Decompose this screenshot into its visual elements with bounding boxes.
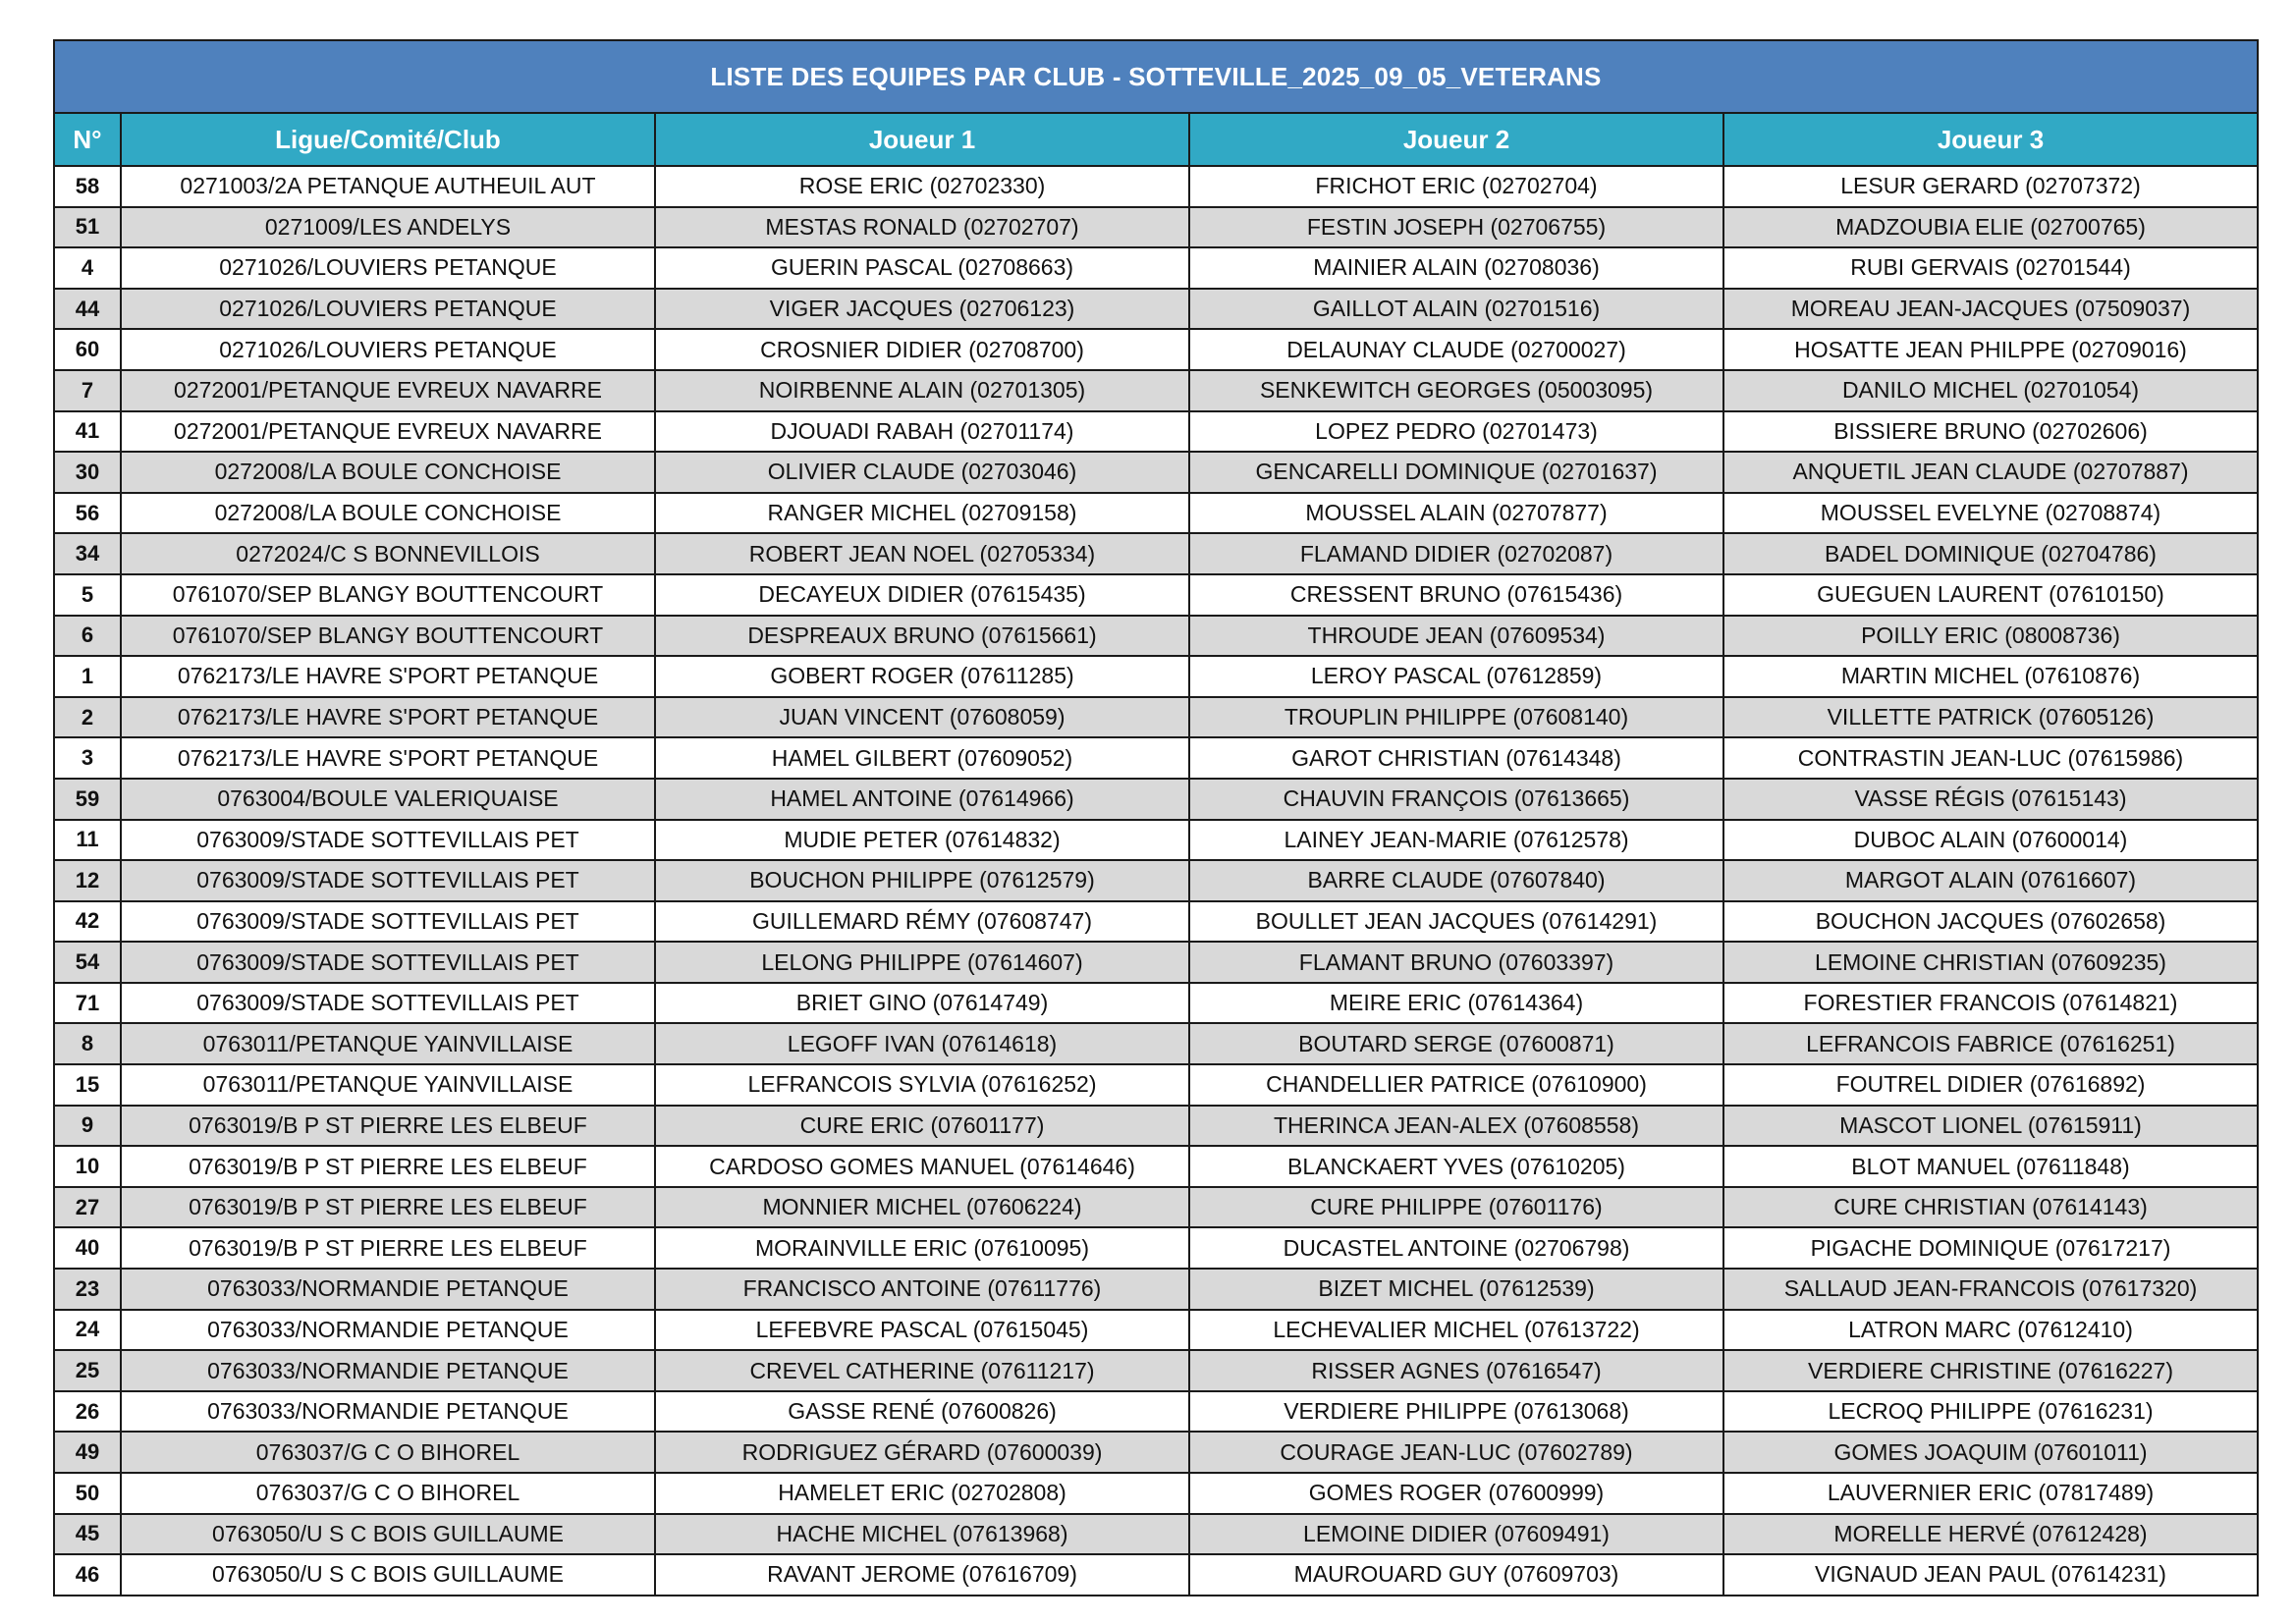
player-1-cell: HACHE MICHEL (07613968): [655, 1514, 1189, 1555]
club-name-cell: 0763033/NORMANDIE PETANQUE: [121, 1310, 655, 1351]
player-2-cell: LEMOINE DIDIER (07609491): [1189, 1514, 1723, 1555]
col-header-player-3: Joueur 3: [1723, 113, 2258, 166]
player-3-cell: BLOT MANUEL (07611848): [1723, 1146, 2258, 1187]
player-3-cell: PIGACHE DOMINIQUE (07617217): [1723, 1227, 2258, 1269]
player-1-cell: OLIVIER CLAUDE (02703046): [655, 452, 1189, 493]
player-3-cell: LESUR GERARD (02707372): [1723, 166, 2258, 207]
player-2-cell: MEIRE ERIC (07614364): [1189, 983, 1723, 1024]
club-name-cell: 0271026/LOUVIERS PETANQUE: [121, 289, 655, 330]
team-number-cell: 8: [54, 1023, 121, 1064]
table-row: [54, 247, 2258, 289]
player-1-cell: GASSE RENÉ (07600826): [655, 1391, 1189, 1433]
club-name-cell: 0761070/SEP BLANGY BOUTTENCOURT: [121, 574, 655, 616]
player-2-cell: MAUROUARD GUY (07609703): [1189, 1554, 1723, 1596]
player-3-cell: LEMOINE CHRISTIAN (07609235): [1723, 942, 2258, 983]
player-1-cell: LELONG PHILIPPE (07614607): [655, 942, 1189, 983]
player-1-cell: ROSE ERIC (02702330): [655, 166, 1189, 207]
club-name-cell: 0763050/U S C BOIS GUILLAUME: [121, 1554, 655, 1596]
table-body: [54, 166, 2258, 1596]
player-3-cell: GOMES JOAQUIM (07601011): [1723, 1432, 2258, 1473]
player-3-cell: BADEL DOMINIQUE (02704786): [1723, 533, 2258, 574]
player-2-cell: THROUDE JEAN (07609534): [1189, 616, 1723, 657]
club-name-cell: 0763033/NORMANDIE PETANQUE: [121, 1269, 655, 1310]
player-3-cell: BOUCHON JACQUES (07602658): [1723, 901, 2258, 943]
player-3-cell: DUBOC ALAIN (07600014): [1723, 820, 2258, 861]
player-3-cell: LEFRANCOIS FABRICE (07616251): [1723, 1023, 2258, 1064]
club-name-cell: 0763033/NORMANDIE PETANQUE: [121, 1350, 655, 1391]
player-2-cell: TROUPLIN PHILIPPE (07608140): [1189, 697, 1723, 738]
team-number-cell: 50: [54, 1473, 121, 1514]
club-name-cell: 0272024/C S BONNEVILLOIS: [121, 533, 655, 574]
club-name-cell: 0763019/B P ST PIERRE LES ELBEUF: [121, 1146, 655, 1187]
team-number-cell: 27: [54, 1187, 121, 1228]
player-1-cell: HAMEL ANTOINE (07614966): [655, 779, 1189, 820]
player-3-cell: MOUSSEL EVELYNE (02708874): [1723, 493, 2258, 534]
player-1-cell: GOBERT ROGER (07611285): [655, 656, 1189, 697]
club-name-cell: 0272001/PETANQUE EVREUX NAVARRE: [121, 411, 655, 453]
table-row: [54, 1310, 2258, 1351]
club-name-cell: 0271003/2A PETANQUE AUTHEUIL AUT: [121, 166, 655, 207]
player-1-cell: CURE ERIC (07601177): [655, 1106, 1189, 1147]
player-2-cell: CHANDELLIER PATRICE (07610900): [1189, 1064, 1723, 1106]
player-2-cell: FLAMAND DIDIER (02702087): [1189, 533, 1723, 574]
team-list-sheet: [53, 39, 2257, 1596]
table-row: [54, 1432, 2258, 1473]
table-row: [54, 1554, 2258, 1596]
team-number-cell: 25: [54, 1350, 121, 1391]
club-name-cell: 0271009/LES ANDELYS: [121, 207, 655, 248]
team-number-cell: 9: [54, 1106, 121, 1147]
player-3-cell: MARTIN MICHEL (07610876): [1723, 656, 2258, 697]
club-name-cell: 0763009/STADE SOTTEVILLAIS PET: [121, 942, 655, 983]
table-row: [54, 697, 2258, 738]
table-row: [54, 574, 2258, 616]
player-2-cell: BOULLET JEAN JACQUES (07614291): [1189, 901, 1723, 943]
team-number-cell: 30: [54, 452, 121, 493]
team-number-cell: 26: [54, 1391, 121, 1433]
player-1-cell: HAMELET ERIC (02702808): [655, 1473, 1189, 1514]
table-row: [54, 779, 2258, 820]
col-header-club: Ligue/Comité/Club: [121, 113, 655, 166]
player-3-cell: DANILO MICHEL (02701054): [1723, 370, 2258, 411]
player-3-cell: POILLY ERIC (08008736): [1723, 616, 2258, 657]
table-row: [54, 1064, 2258, 1106]
player-1-cell: LEFRANCOIS SYLVIA (07616252): [655, 1064, 1189, 1106]
player-3-cell: ANQUETIL JEAN CLAUDE (02707887): [1723, 452, 2258, 493]
player-3-cell: MARGOT ALAIN (07616607): [1723, 860, 2258, 901]
player-3-cell: MASCOT LIONEL (07615911): [1723, 1106, 2258, 1147]
club-name-cell: 0763019/B P ST PIERRE LES ELBEUF: [121, 1106, 655, 1147]
player-2-cell: LEROY PASCAL (07612859): [1189, 656, 1723, 697]
player-2-cell: GENCARELLI DOMINIQUE (02701637): [1189, 452, 1723, 493]
table-row: [54, 533, 2258, 574]
player-1-cell: HAMEL GILBERT (07609052): [655, 737, 1189, 779]
table-row: [54, 656, 2258, 697]
team-number-cell: 45: [54, 1514, 121, 1555]
team-number-cell: 4: [54, 247, 121, 289]
team-number-cell: 34: [54, 533, 121, 574]
player-3-cell: RUBI GERVAIS (02701544): [1723, 247, 2258, 289]
player-3-cell: LAUVERNIER ERIC (07817489): [1723, 1473, 2258, 1514]
team-number-cell: 42: [54, 901, 121, 943]
player-2-cell: MOUSSEL ALAIN (02707877): [1189, 493, 1723, 534]
club-name-cell: 0762173/LE HAVRE S'PORT PETANQUE: [121, 737, 655, 779]
player-3-cell: FORESTIER FRANCOIS (07614821): [1723, 983, 2258, 1024]
club-name-cell: 0762173/LE HAVRE S'PORT PETANQUE: [121, 656, 655, 697]
table-row: [54, 1514, 2258, 1555]
player-3-cell: MOREAU JEAN-JACQUES (07509037): [1723, 289, 2258, 330]
player-1-cell: MONNIER MICHEL (07606224): [655, 1187, 1189, 1228]
team-number-cell: 54: [54, 942, 121, 983]
player-3-cell: FOUTREL DIDIER (07616892): [1723, 1064, 2258, 1106]
player-1-cell: NOIRBENNE ALAIN (02701305): [655, 370, 1189, 411]
player-2-cell: FLAMANT BRUNO (07603397): [1189, 942, 1723, 983]
club-name-cell: 0763019/B P ST PIERRE LES ELBEUF: [121, 1187, 655, 1228]
team-number-cell: 3: [54, 737, 121, 779]
col-header-player-2: Joueur 2: [1189, 113, 1723, 166]
team-number-cell: 10: [54, 1146, 121, 1187]
team-number-cell: 56: [54, 493, 121, 534]
player-3-cell: MORELLE HERVÉ (07612428): [1723, 1514, 2258, 1555]
table-row: [54, 166, 2258, 207]
player-3-cell: GUEGUEN LAURENT (07610150): [1723, 574, 2258, 616]
player-2-cell: THERINCA JEAN-ALEX (07608558): [1189, 1106, 1723, 1147]
team-number-cell: 44: [54, 289, 121, 330]
table-row: [54, 1350, 2258, 1391]
player-3-cell: VERDIERE CHRISTINE (07616227): [1723, 1350, 2258, 1391]
player-1-cell: ROBERT JEAN NOEL (02705334): [655, 533, 1189, 574]
player-1-cell: VIGER JACQUES (02706123): [655, 289, 1189, 330]
player-1-cell: DESPREAUX BRUNO (07615661): [655, 616, 1189, 657]
club-name-cell: 0763037/G C O BIHOREL: [121, 1432, 655, 1473]
player-3-cell: VILLETTE PATRICK (07605126): [1723, 697, 2258, 738]
club-name-cell: 0762173/LE HAVRE S'PORT PETANQUE: [121, 697, 655, 738]
table-row: [54, 820, 2258, 861]
player-3-cell: VIGNAUD JEAN PAUL (07614231): [1723, 1554, 2258, 1596]
club-name-cell: 0763033/NORMANDIE PETANQUE: [121, 1391, 655, 1433]
team-number-cell: 59: [54, 779, 121, 820]
player-1-cell: DECAYEUX DIDIER (07615435): [655, 574, 1189, 616]
player-2-cell: VERDIERE PHILIPPE (07613068): [1189, 1391, 1723, 1433]
player-1-cell: MUDIE PETER (07614832): [655, 820, 1189, 861]
club-name-cell: 0271026/LOUVIERS PETANQUE: [121, 329, 655, 370]
club-name-cell: 0272008/LA BOULE CONCHOISE: [121, 493, 655, 534]
team-number-cell: 49: [54, 1432, 121, 1473]
player-3-cell: MADZOUBIA ELIE (02700765): [1723, 207, 2258, 248]
player-1-cell: BRIET GINO (07614749): [655, 983, 1189, 1024]
table-title: LISTE DES EQUIPES PAR CLUB - SOTTEVILLE_2025_09_05_VETERANS: [54, 40, 2258, 113]
table-row: [54, 901, 2258, 943]
player-1-cell: MESTAS RONALD (02702707): [655, 207, 1189, 248]
player-1-cell: CROSNIER DIDIER (02708700): [655, 329, 1189, 370]
team-number-cell: 12: [54, 860, 121, 901]
team-number-cell: 7: [54, 370, 121, 411]
team-number-cell: 41: [54, 411, 121, 453]
player-1-cell: RODRIGUEZ GÉRARD (07600039): [655, 1432, 1189, 1473]
player-1-cell: BOUCHON PHILIPPE (07612579): [655, 860, 1189, 901]
team-number-cell: 60: [54, 329, 121, 370]
player-2-cell: COURAGE JEAN-LUC (07602789): [1189, 1432, 1723, 1473]
team-number-cell: 58: [54, 166, 121, 207]
table-row: [54, 370, 2258, 411]
table-row: [54, 1146, 2258, 1187]
player-1-cell: RAVANT JEROME (07616709): [655, 1554, 1189, 1596]
player-2-cell: BOUTARD SERGE (07600871): [1189, 1023, 1723, 1064]
player-2-cell: SENKEWITCH GEORGES (05003095): [1189, 370, 1723, 411]
player-1-cell: LEGOFF IVAN (07614618): [655, 1023, 1189, 1064]
player-2-cell: FESTIN JOSEPH (02706755): [1189, 207, 1723, 248]
player-1-cell: LEFEBVRE PASCAL (07615045): [655, 1310, 1189, 1351]
player-1-cell: CREVEL CATHERINE (07611217): [655, 1350, 1189, 1391]
club-name-cell: 0763004/BOULE VALERIQUAISE: [121, 779, 655, 820]
team-number-cell: 15: [54, 1064, 121, 1106]
player-3-cell: HOSATTE JEAN PHILPPE (02709016): [1723, 329, 2258, 370]
table-row: [54, 411, 2258, 453]
table-row: [54, 452, 2258, 493]
player-1-cell: CARDOSO GOMES MANUEL (07614646): [655, 1146, 1189, 1187]
col-header-number: N°: [54, 113, 121, 166]
club-name-cell: 0763019/B P ST PIERRE LES ELBEUF: [121, 1227, 655, 1269]
player-2-cell: GAROT CHRISTIAN (07614348): [1189, 737, 1723, 779]
player-1-cell: DJOUADI RABAH (02701174): [655, 411, 1189, 453]
player-3-cell: VASSE RÉGIS (07615143): [1723, 779, 2258, 820]
player-2-cell: CHAUVIN FRANÇOIS (07613665): [1189, 779, 1723, 820]
table-row: [54, 1269, 2258, 1310]
club-name-cell: 0763009/STADE SOTTEVILLAIS PET: [121, 901, 655, 943]
player-3-cell: LATRON MARC (07612410): [1723, 1310, 2258, 1351]
team-number-cell: 5: [54, 574, 121, 616]
team-number-cell: 24: [54, 1310, 121, 1351]
club-name-cell: 0763009/STADE SOTTEVILLAIS PET: [121, 820, 655, 861]
table-row: [54, 1023, 2258, 1064]
club-name-cell: 0763009/STADE SOTTEVILLAIS PET: [121, 860, 655, 901]
player-2-cell: DUCASTEL ANTOINE (02706798): [1189, 1227, 1723, 1269]
player-2-cell: FRICHOT ERIC (02702704): [1189, 166, 1723, 207]
club-name-cell: 0272001/PETANQUE EVREUX NAVARRE: [121, 370, 655, 411]
club-name-cell: 0271026/LOUVIERS PETANQUE: [121, 247, 655, 289]
player-2-cell: DELAUNAY CLAUDE (02700027): [1189, 329, 1723, 370]
player-2-cell: LAINEY JEAN-MARIE (07612578): [1189, 820, 1723, 861]
club-name-cell: 0761070/SEP BLANGY BOUTTENCOURT: [121, 616, 655, 657]
table-row: [54, 1106, 2258, 1147]
player-2-cell: BARRE CLAUDE (07607840): [1189, 860, 1723, 901]
team-number-cell: 71: [54, 983, 121, 1024]
player-2-cell: BLANCKAERT YVES (07610205): [1189, 1146, 1723, 1187]
table-row: [54, 942, 2258, 983]
player-2-cell: RISSER AGNES (07616547): [1189, 1350, 1723, 1391]
table-row: [54, 737, 2258, 779]
club-name-cell: 0763011/PETANQUE YAINVILLAISE: [121, 1023, 655, 1064]
team-number-cell: 11: [54, 820, 121, 861]
player-3-cell: CURE CHRISTIAN (07614143): [1723, 1187, 2258, 1228]
team-number-cell: 23: [54, 1269, 121, 1310]
player-2-cell: MAINIER ALAIN (02708036): [1189, 247, 1723, 289]
table-row: [54, 983, 2258, 1024]
club-name-cell: 0763009/STADE SOTTEVILLAIS PET: [121, 983, 655, 1024]
teams-table: [53, 39, 2259, 1596]
team-number-cell: 46: [54, 1554, 121, 1596]
table-row: [54, 207, 2258, 248]
club-name-cell: 0763011/PETANQUE YAINVILLAISE: [121, 1064, 655, 1106]
team-number-cell: 40: [54, 1227, 121, 1269]
table-row: [54, 329, 2258, 370]
team-number-cell: 2: [54, 697, 121, 738]
team-number-cell: 1: [54, 656, 121, 697]
col-header-player-1: Joueur 1: [655, 113, 1189, 166]
player-3-cell: CONTRASTIN JEAN-LUC (07615986): [1723, 737, 2258, 779]
player-2-cell: GAILLOT ALAIN (02701516): [1189, 289, 1723, 330]
player-1-cell: GUERIN PASCAL (02708663): [655, 247, 1189, 289]
club-name-cell: 0272008/LA BOULE CONCHOISE: [121, 452, 655, 493]
table-row: [54, 616, 2258, 657]
table-row: [54, 1473, 2258, 1514]
player-2-cell: LOPEZ PEDRO (02701473): [1189, 411, 1723, 453]
player-2-cell: LECHEVALIER MICHEL (07613722): [1189, 1310, 1723, 1351]
player-1-cell: GUILLEMARD RÉMY (07608747): [655, 901, 1189, 943]
player-1-cell: FRANCISCO ANTOINE (07611776): [655, 1269, 1189, 1310]
player-1-cell: JUAN VINCENT (07608059): [655, 697, 1189, 738]
player-2-cell: CURE PHILIPPE (07601176): [1189, 1187, 1723, 1228]
club-name-cell: 0763050/U S C BOIS GUILLAUME: [121, 1514, 655, 1555]
table-row: [54, 1187, 2258, 1228]
player-3-cell: LECROQ PHILIPPE (07616231): [1723, 1391, 2258, 1433]
player-2-cell: CRESSENT BRUNO (07615436): [1189, 574, 1723, 616]
player-1-cell: MORAINVILLE ERIC (07610095): [655, 1227, 1189, 1269]
table-row: [54, 289, 2258, 330]
player-2-cell: GOMES ROGER (07600999): [1189, 1473, 1723, 1514]
table-row: [54, 493, 2258, 534]
player-3-cell: BISSIERE BRUNO (02702606): [1723, 411, 2258, 453]
player-2-cell: BIZET MICHEL (07612539): [1189, 1269, 1723, 1310]
team-number-cell: 6: [54, 616, 121, 657]
table-row: [54, 1227, 2258, 1269]
table-row: [54, 860, 2258, 901]
team-number-cell: 51: [54, 207, 121, 248]
table-row: [54, 1391, 2258, 1433]
player-1-cell: RANGER MICHEL (02709158): [655, 493, 1189, 534]
club-name-cell: 0763037/G C O BIHOREL: [121, 1473, 655, 1514]
player-3-cell: SALLAUD JEAN-FRANCOIS (07617320): [1723, 1269, 2258, 1310]
